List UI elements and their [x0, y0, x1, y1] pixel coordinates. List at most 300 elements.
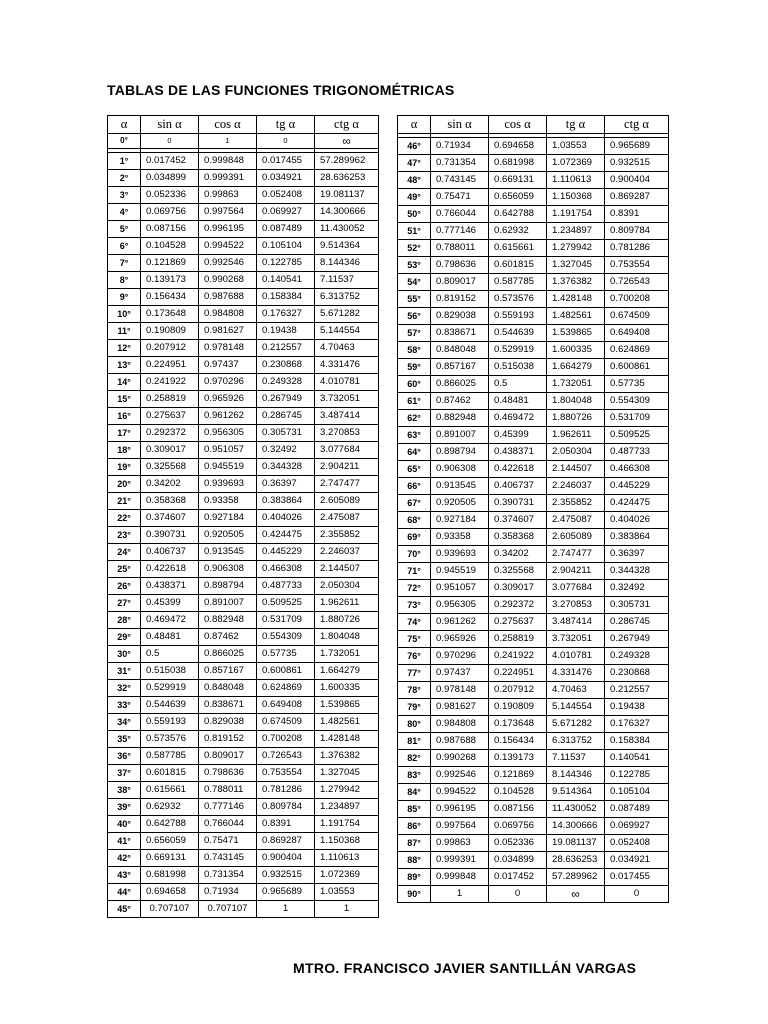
angle-cell: 0° — [108, 134, 141, 149]
tg-cell: 1.072369 — [547, 155, 605, 172]
tg-cell: 9.514364 — [547, 784, 605, 801]
table-row — [398, 529, 669, 546]
angle-cell: 71° — [398, 563, 431, 580]
ctg-cell: 0.649408 — [605, 325, 669, 342]
angle-cell: 5° — [108, 221, 141, 238]
sin-cell: 0.961262 — [431, 614, 489, 631]
sin-cell: 0.945519 — [431, 563, 489, 580]
table-row — [398, 784, 669, 801]
angle-cell: 69° — [398, 529, 431, 546]
table-row — [108, 646, 379, 663]
sin-cell: 0.956305 — [431, 597, 489, 614]
angle-cell: 85° — [398, 801, 431, 818]
tg-cell: 1.150368 — [547, 189, 605, 206]
ctg-cell: 1.072369 — [315, 867, 379, 884]
ctg-cell: 14.300666 — [315, 204, 379, 221]
sin-cell: 0.997564 — [431, 818, 489, 835]
sin-cell: 0.669131 — [141, 850, 199, 867]
sin-cell: 0.743145 — [431, 172, 489, 189]
tg-cell: 1.110613 — [547, 172, 605, 189]
sin-cell: 0.422618 — [141, 561, 199, 578]
angle-cell: 10° — [108, 306, 141, 323]
sin-cell: 0.913545 — [431, 478, 489, 495]
ctg-cell: 1.539865 — [315, 697, 379, 714]
tg-cell: 1.327045 — [547, 257, 605, 274]
tg-cell: 7.11537 — [547, 750, 605, 767]
tg-cell: 57.289962 — [547, 869, 605, 886]
ctg-cell: 6.313752 — [315, 289, 379, 306]
ctg-cell: 1.110613 — [315, 850, 379, 867]
tg-cell: 0.674509 — [257, 714, 315, 731]
cos-cell: 0.743145 — [199, 850, 257, 867]
tg-cell: 0.249328 — [257, 374, 315, 391]
angle-cell: 25° — [108, 561, 141, 578]
table-row — [108, 170, 379, 187]
cos-cell: 0.891007 — [199, 595, 257, 612]
tg-cell: 3.270853 — [547, 597, 605, 614]
ctg-cell: 28.636253 — [315, 170, 379, 187]
sin-cell: 0.994522 — [431, 784, 489, 801]
cos-cell: 0.469472 — [489, 410, 547, 427]
tg-cell: 1 — [257, 901, 315, 918]
cos-cell: 0.104528 — [489, 784, 547, 801]
ctg-cell: 0.212557 — [605, 682, 669, 699]
ctg-cell: 1.732051 — [315, 646, 379, 663]
tg-cell: 0.122785 — [257, 255, 315, 272]
tg-cell: 0.900404 — [257, 850, 315, 867]
cos-cell: 0.939693 — [199, 476, 257, 493]
ctg-cell: 0.424475 — [605, 495, 669, 512]
table-row — [108, 187, 379, 204]
sin-cell: 0 — [141, 134, 199, 149]
cos-cell: 0.173648 — [489, 716, 547, 733]
angle-cell: 13° — [108, 357, 141, 374]
cos-cell: 0.139173 — [489, 750, 547, 767]
angle-cell: 28° — [108, 612, 141, 629]
ctg-cell: 7.11537 — [315, 272, 379, 289]
sin-cell: 0.838671 — [431, 325, 489, 342]
cos-cell: 0.999391 — [199, 170, 257, 187]
tg-cell: 2.144507 — [547, 461, 605, 478]
tg-cell: 0.19438 — [257, 323, 315, 340]
tg-cell: 0.105104 — [257, 238, 315, 255]
cos-cell: 0.838671 — [199, 697, 257, 714]
angle-cell: 4° — [108, 204, 141, 221]
cos-cell: 0.961262 — [199, 408, 257, 425]
tg-cell: 0.404026 — [257, 510, 315, 527]
angle-cell: 34° — [108, 714, 141, 731]
sin-cell: 0.292372 — [141, 425, 199, 442]
header-ctg: ctg α — [605, 116, 669, 134]
cos-cell: 0.587785 — [489, 274, 547, 291]
cos-cell: 0.970296 — [199, 374, 257, 391]
ctg-cell: 1.279942 — [315, 782, 379, 799]
table-row — [398, 427, 669, 444]
table-row — [108, 340, 379, 357]
cos-cell: 0.325568 — [489, 563, 547, 580]
angle-cell: 44° — [108, 884, 141, 901]
ctg-cell: 1.428148 — [315, 731, 379, 748]
ctg-cell: 2.904211 — [315, 459, 379, 476]
cos-cell: 0.156434 — [489, 733, 547, 750]
sin-cell: 0.121869 — [141, 255, 199, 272]
cos-cell: 0.981627 — [199, 323, 257, 340]
angle-cell: 12° — [108, 340, 141, 357]
cos-cell: 0.258819 — [489, 631, 547, 648]
angle-cell: 48° — [398, 172, 431, 189]
ctg-cell: 1.03553 — [315, 884, 379, 901]
cos-cell: 0.207912 — [489, 682, 547, 699]
ctg-cell: ∞ — [315, 134, 379, 149]
table-row — [398, 376, 669, 393]
cos-cell: 0.573576 — [489, 291, 547, 308]
cos-cell: 0.798636 — [199, 765, 257, 782]
angle-cell: 21° — [108, 493, 141, 510]
ctg-cell: 0.034921 — [605, 852, 669, 869]
table-row — [108, 901, 379, 918]
angle-cell: 38° — [108, 782, 141, 799]
cos-cell: 0.45399 — [489, 427, 547, 444]
sin-cell: 0.087156 — [141, 221, 199, 238]
angle-cell: 70° — [398, 546, 431, 563]
ctg-cell: 0.105104 — [605, 784, 669, 801]
angle-cell: 51° — [398, 223, 431, 240]
table-row — [108, 799, 379, 816]
ctg-cell: 4.70463 — [315, 340, 379, 357]
tg-cell: 1.732051 — [547, 376, 605, 393]
angle-cell: 24° — [108, 544, 141, 561]
table-row — [398, 359, 669, 376]
tg-cell: 1.482561 — [547, 308, 605, 325]
angle-cell: 36° — [108, 748, 141, 765]
cos-cell: 0.857167 — [199, 663, 257, 680]
table-row — [398, 342, 669, 359]
ctg-cell: 2.050304 — [315, 578, 379, 595]
table-row — [398, 461, 669, 478]
sin-cell: 0.731354 — [431, 155, 489, 172]
ctg-cell: 2.747477 — [315, 476, 379, 493]
tg-cell: 1.234897 — [547, 223, 605, 240]
angle-cell: 62° — [398, 410, 431, 427]
ctg-cell: 1.664279 — [315, 663, 379, 680]
sin-cell: 0.951057 — [431, 580, 489, 597]
sin-cell: 0.438371 — [141, 578, 199, 595]
table-row — [108, 731, 379, 748]
table-row — [108, 595, 379, 612]
cos-cell: 0.997564 — [199, 204, 257, 221]
table-row — [108, 476, 379, 493]
angle-cell: 7° — [108, 255, 141, 272]
tg-cell: 1.279942 — [547, 240, 605, 257]
ctg-cell: 1 — [315, 901, 379, 918]
angle-cell: 20° — [108, 476, 141, 493]
header-angle: α — [398, 116, 431, 134]
ctg-cell: 1.376382 — [315, 748, 379, 765]
table-row — [398, 495, 669, 512]
table-row — [398, 886, 669, 903]
cos-cell: 0.866025 — [199, 646, 257, 663]
tg-cell: 2.475087 — [547, 512, 605, 529]
angle-cell: 2° — [108, 170, 141, 187]
angle-cell: 1° — [108, 153, 141, 170]
ctg-cell: 0.809784 — [605, 223, 669, 240]
cos-cell: 0.999848 — [199, 153, 257, 170]
angle-cell: 18° — [108, 442, 141, 459]
header-sin: sin α — [141, 116, 199, 134]
table-row — [398, 206, 669, 223]
ctg-cell: 1.962611 — [315, 595, 379, 612]
tg-cell: 0.140541 — [257, 272, 315, 289]
cos-cell: 0.681998 — [489, 155, 547, 172]
tg-cell: 0.017455 — [257, 153, 315, 170]
angle-cell: 11° — [108, 323, 141, 340]
ctg-cell: 19.081137 — [315, 187, 379, 204]
ctg-cell: 1.804048 — [315, 629, 379, 646]
sin-cell: 0.898794 — [431, 444, 489, 461]
table-row — [398, 444, 669, 461]
cos-cell: 0.990268 — [199, 272, 257, 289]
table-row — [398, 767, 669, 784]
tg-cell: 1.539865 — [547, 325, 605, 342]
tg-cell: 0.424475 — [257, 527, 315, 544]
sin-cell: 0.990268 — [431, 750, 489, 767]
ctg-cell: 2.144507 — [315, 561, 379, 578]
angle-cell: 61° — [398, 393, 431, 410]
table-row — [108, 544, 379, 561]
ctg-cell: 0.466308 — [605, 461, 669, 478]
cos-cell: 0.927184 — [199, 510, 257, 527]
angle-cell: 63° — [398, 427, 431, 444]
table-row — [108, 391, 379, 408]
tg-cell: 0.57735 — [257, 646, 315, 663]
table-row — [398, 325, 669, 342]
ctg-cell: 4.010781 — [315, 374, 379, 391]
ctg-cell: 3.732051 — [315, 391, 379, 408]
tg-cell: 0.932515 — [257, 867, 315, 884]
tg-cell: 0.034921 — [257, 170, 315, 187]
angle-cell: 68° — [398, 512, 431, 529]
sin-cell: 0.017452 — [141, 153, 199, 170]
cos-cell: 0.809017 — [199, 748, 257, 765]
sin-cell: 0.809017 — [431, 274, 489, 291]
angle-cell: 26° — [108, 578, 141, 595]
tg-cell: 0.466308 — [257, 561, 315, 578]
angle-cell: 59° — [398, 359, 431, 376]
cos-cell: 0.559193 — [489, 308, 547, 325]
angle-cell: 87° — [398, 835, 431, 852]
ctg-cell: 0.404026 — [605, 512, 669, 529]
angle-cell: 76° — [398, 648, 431, 665]
ctg-cell: 1.880726 — [315, 612, 379, 629]
ctg-cell: 0.017455 — [605, 869, 669, 886]
tg-cell: 0.158384 — [257, 289, 315, 306]
header-row — [398, 116, 669, 134]
cos-cell: 0.97437 — [199, 357, 257, 374]
table-row — [108, 697, 379, 714]
angle-cell: 3° — [108, 187, 141, 204]
tg-cell: 5.671282 — [547, 716, 605, 733]
sin-cell: 0.241922 — [141, 374, 199, 391]
table-row — [108, 374, 379, 391]
cos-cell: 0.5 — [489, 376, 547, 393]
cos-cell: 0.829038 — [199, 714, 257, 731]
angle-cell: 55° — [398, 291, 431, 308]
tg-cell: 0.383864 — [257, 493, 315, 510]
tg-cell: 0.176327 — [257, 306, 315, 323]
sin-cell: 0.587785 — [141, 748, 199, 765]
tg-cell: 0.32492 — [257, 442, 315, 459]
angle-cell: 88° — [398, 852, 431, 869]
cos-cell: 0.788011 — [199, 782, 257, 799]
angle-cell: 29° — [108, 629, 141, 646]
sin-cell: 0.999848 — [431, 869, 489, 886]
table-row — [398, 699, 669, 716]
sin-cell: 0.207912 — [141, 340, 199, 357]
angle-cell: 40° — [108, 816, 141, 833]
ctg-cell: 1.150368 — [315, 833, 379, 850]
ctg-cell: 0.753554 — [605, 257, 669, 274]
cos-cell: 0.34202 — [489, 546, 547, 563]
cos-cell: 0.292372 — [489, 597, 547, 614]
angle-cell: 67° — [398, 495, 431, 512]
table-row — [108, 612, 379, 629]
angle-cell: 41° — [108, 833, 141, 850]
cos-cell: 0.978148 — [199, 340, 257, 357]
tg-cell: 0.726543 — [257, 748, 315, 765]
table-row — [398, 631, 669, 648]
header-cos: cos α — [489, 116, 547, 134]
angle-cell: 80° — [398, 716, 431, 733]
table-row — [108, 867, 379, 884]
ctg-cell: 0.600861 — [605, 359, 669, 376]
sin-cell: 0.515038 — [141, 663, 199, 680]
table-row — [108, 306, 379, 323]
ctg-cell: 0.624869 — [605, 342, 669, 359]
table-row — [398, 155, 669, 172]
sin-cell: 0.981627 — [431, 699, 489, 716]
tg-cell: 0.624869 — [257, 680, 315, 697]
tg-cell: 14.300666 — [547, 818, 605, 835]
ctg-cell: 2.355852 — [315, 527, 379, 544]
angle-cell: 65° — [398, 461, 431, 478]
table-row — [398, 308, 669, 325]
angle-cell: 15° — [108, 391, 141, 408]
header-tg: tg α — [257, 116, 315, 134]
header-row — [108, 116, 379, 134]
sin-cell: 0.48481 — [141, 629, 199, 646]
ctg-cell: 0.087489 — [605, 801, 669, 818]
cos-cell: 0.777146 — [199, 799, 257, 816]
header-sin: sin α — [431, 116, 489, 134]
ctg-cell: 0.726543 — [605, 274, 669, 291]
tg-cell: 3.077684 — [547, 580, 605, 597]
tg-cell: 1.664279 — [547, 359, 605, 376]
cos-cell: 0.017452 — [489, 869, 547, 886]
sin-cell: 1 — [431, 886, 489, 903]
angle-cell: 86° — [398, 818, 431, 835]
table-row — [398, 172, 669, 189]
angle-cell: 66° — [398, 478, 431, 495]
cos-cell: 0.956305 — [199, 425, 257, 442]
sin-cell: 0.034899 — [141, 170, 199, 187]
angle-cell: 23° — [108, 527, 141, 544]
cos-cell: 0.707107 — [199, 901, 257, 918]
sin-cell: 0.848048 — [431, 342, 489, 359]
table-row — [398, 733, 669, 750]
cos-cell: 0.087156 — [489, 801, 547, 818]
angle-cell: 42° — [108, 850, 141, 867]
table-row — [398, 189, 669, 206]
tg-cell: 0.487733 — [257, 578, 315, 595]
tg-cell: 1.03553 — [547, 138, 605, 155]
angle-cell: 73° — [398, 597, 431, 614]
angle-cell: 53° — [398, 257, 431, 274]
ctg-cell: 0.344328 — [605, 563, 669, 580]
ctg-cell: 0.965689 — [605, 138, 669, 155]
cos-cell: 0.965926 — [199, 391, 257, 408]
sin-cell: 0.406737 — [141, 544, 199, 561]
table-row — [398, 648, 669, 665]
table-row — [398, 223, 669, 240]
sin-cell: 0.642788 — [141, 816, 199, 833]
sin-cell: 0.104528 — [141, 238, 199, 255]
sin-cell: 0.857167 — [431, 359, 489, 376]
ctg-cell: 0.445229 — [605, 478, 669, 495]
table-row — [398, 852, 669, 869]
sin-cell: 0.996195 — [431, 801, 489, 818]
ctg-cell: 11.430052 — [315, 221, 379, 238]
tg-cell: 0.8391 — [257, 816, 315, 833]
table-row — [108, 510, 379, 527]
cos-cell: 1 — [199, 134, 257, 149]
angle-cell: 49° — [398, 189, 431, 206]
cos-cell: 0.93358 — [199, 493, 257, 510]
ctg-cell: 0.122785 — [605, 767, 669, 784]
angle-cell: 75° — [398, 631, 431, 648]
table-row — [108, 527, 379, 544]
angle-cell: 56° — [398, 308, 431, 325]
ctg-cell: 0.700208 — [605, 291, 669, 308]
tg-cell: 0.305731 — [257, 425, 315, 442]
sin-cell: 0.573576 — [141, 731, 199, 748]
cos-cell: 0.615661 — [489, 240, 547, 257]
sin-cell: 0.829038 — [431, 308, 489, 325]
angle-cell: 6° — [108, 238, 141, 255]
tg-cell: 4.331476 — [547, 665, 605, 682]
cos-cell: 0.309017 — [489, 580, 547, 597]
angle-cell: 8° — [108, 272, 141, 289]
sin-cell: 0.766044 — [431, 206, 489, 223]
cos-cell: 0.848048 — [199, 680, 257, 697]
angle-cell: 37° — [108, 765, 141, 782]
cos-cell: 0.374607 — [489, 512, 547, 529]
sin-cell: 0.390731 — [141, 527, 199, 544]
table-row — [398, 563, 669, 580]
ctg-cell: 0.267949 — [605, 631, 669, 648]
tg-cell: ∞ — [547, 886, 605, 903]
cos-cell: 0.984808 — [199, 306, 257, 323]
angle-cell: 82° — [398, 750, 431, 767]
ctg-cell: 1.234897 — [315, 799, 379, 816]
table-row — [398, 580, 669, 597]
sin-cell: 0.99863 — [431, 835, 489, 852]
tg-cell: 2.355852 — [547, 495, 605, 512]
cos-cell: 0.75471 — [199, 833, 257, 850]
angle-cell: 50° — [398, 206, 431, 223]
table-row — [108, 408, 379, 425]
angle-cell: 78° — [398, 682, 431, 699]
tg-cell: 5.144554 — [547, 699, 605, 716]
